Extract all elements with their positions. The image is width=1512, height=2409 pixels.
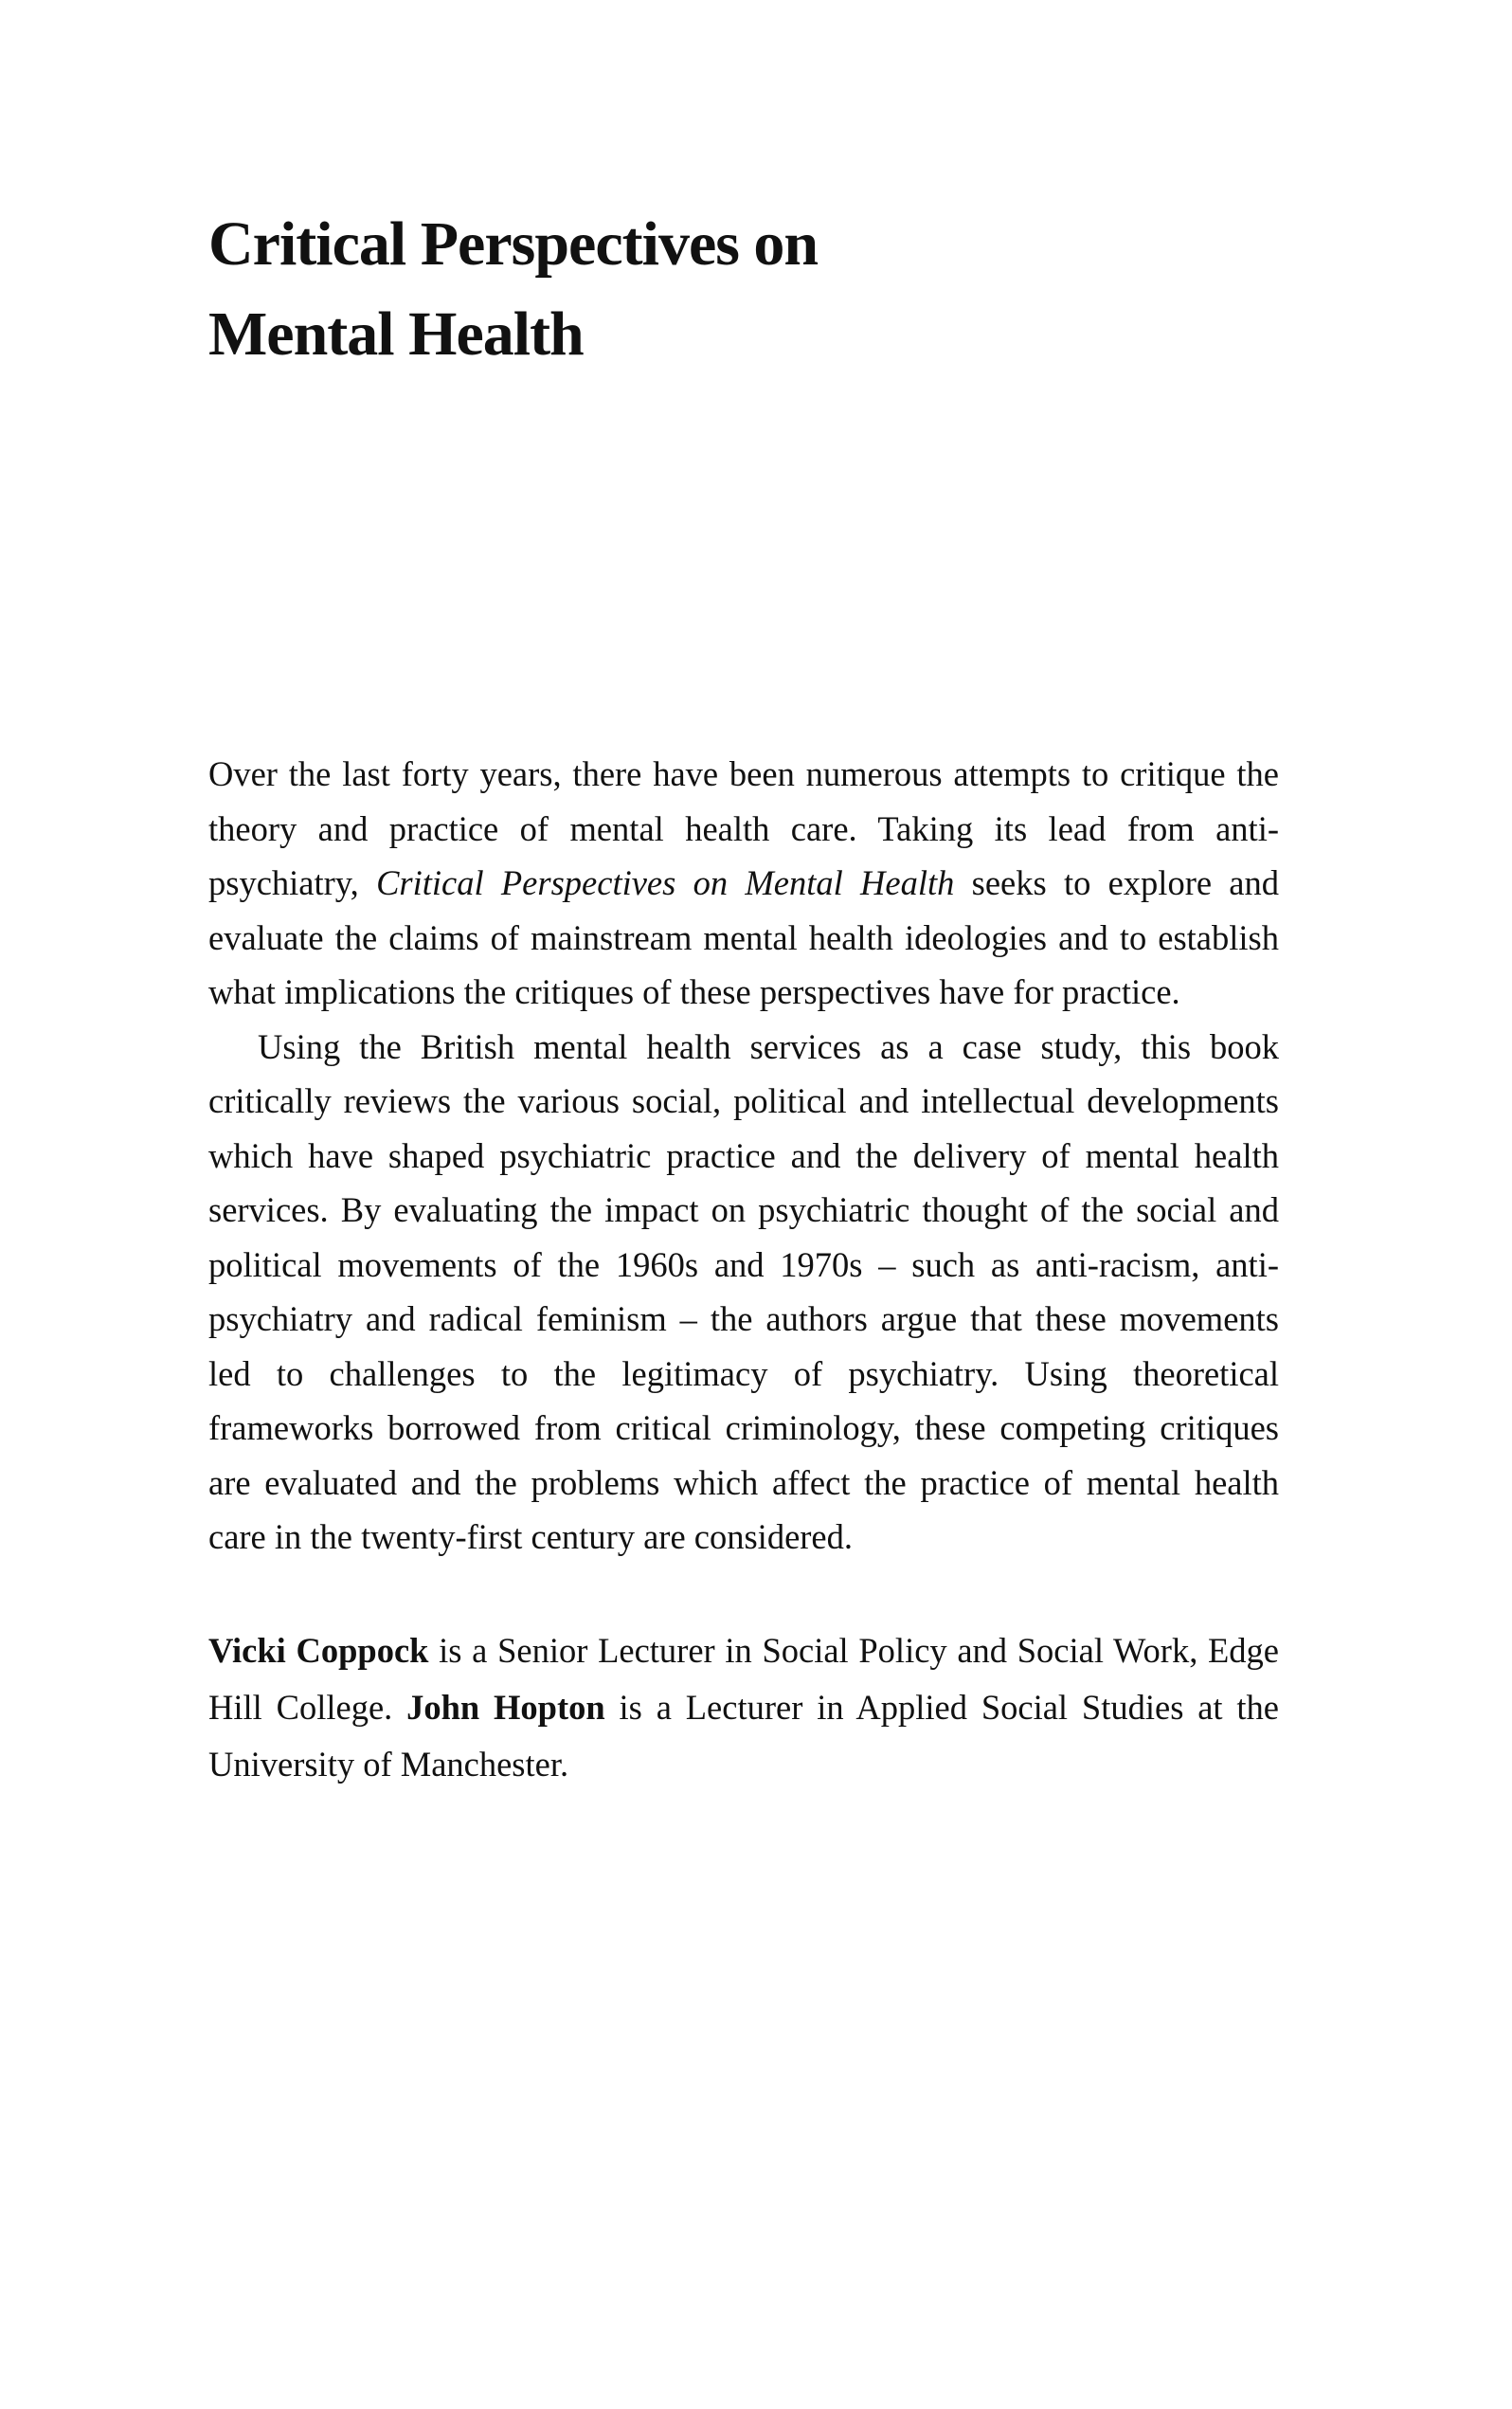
book-title-line-2: Mental Health: [208, 299, 584, 369]
book-title-line-1: Critical Perspectives on: [208, 209, 819, 279]
book-title: [208, 199, 1298, 379]
author-2-description: is a Lecturer in Applied Social Studies at the University of Manchester.: [208, 1688, 1280, 1784]
description-paragraph-1: [208, 747, 1279, 1020]
author-2-name: John Hopton: [406, 1688, 605, 1727]
book-description: [208, 747, 1279, 1565]
author-bio-paragraph: [208, 1622, 1279, 1793]
description-p1-intro: Over the last forty years, there have been numerous attempts to critique the theory and practice of mental health care. Taking its lead from anti-psychiatry,: [208, 754, 1279, 902]
description-p1-book-title: Critical Perspectives on Mental Health: [376, 863, 955, 902]
author-bios: [208, 1622, 1279, 1793]
author-1-description: is a Senior Lecturer in Social Policy and Social Work, Edge Hill College.: [208, 1631, 1280, 1727]
author-1-name: Vicki Coppock: [208, 1631, 429, 1670]
description-p1-rest: seeks to explore and evaluate the claims of mainstream mental health ideologies and to establish what implications the critiques of these perspectives have for practice.: [208, 863, 1280, 1011]
description-paragraph-2: Using the British mental health services as a case study, this book critically reviews the various social, political and intellectual developments which have shaped psychiatric practice and the delivery of mental health services. By evaluating the impact on psychiatric thought of the social and political movements of the 1960s and 1970s – such as anti-racism, anti-psychiatry and radical feminism – the authors argue that these movements led to challenges to the legitimacy of psychiatry. Using theoretical frameworks borrowed from critical criminology, these competing critiques are evaluated and the problems which affect the practice of mental health care in the twenty-first century are considered.: [208, 1026, 1279, 1556]
